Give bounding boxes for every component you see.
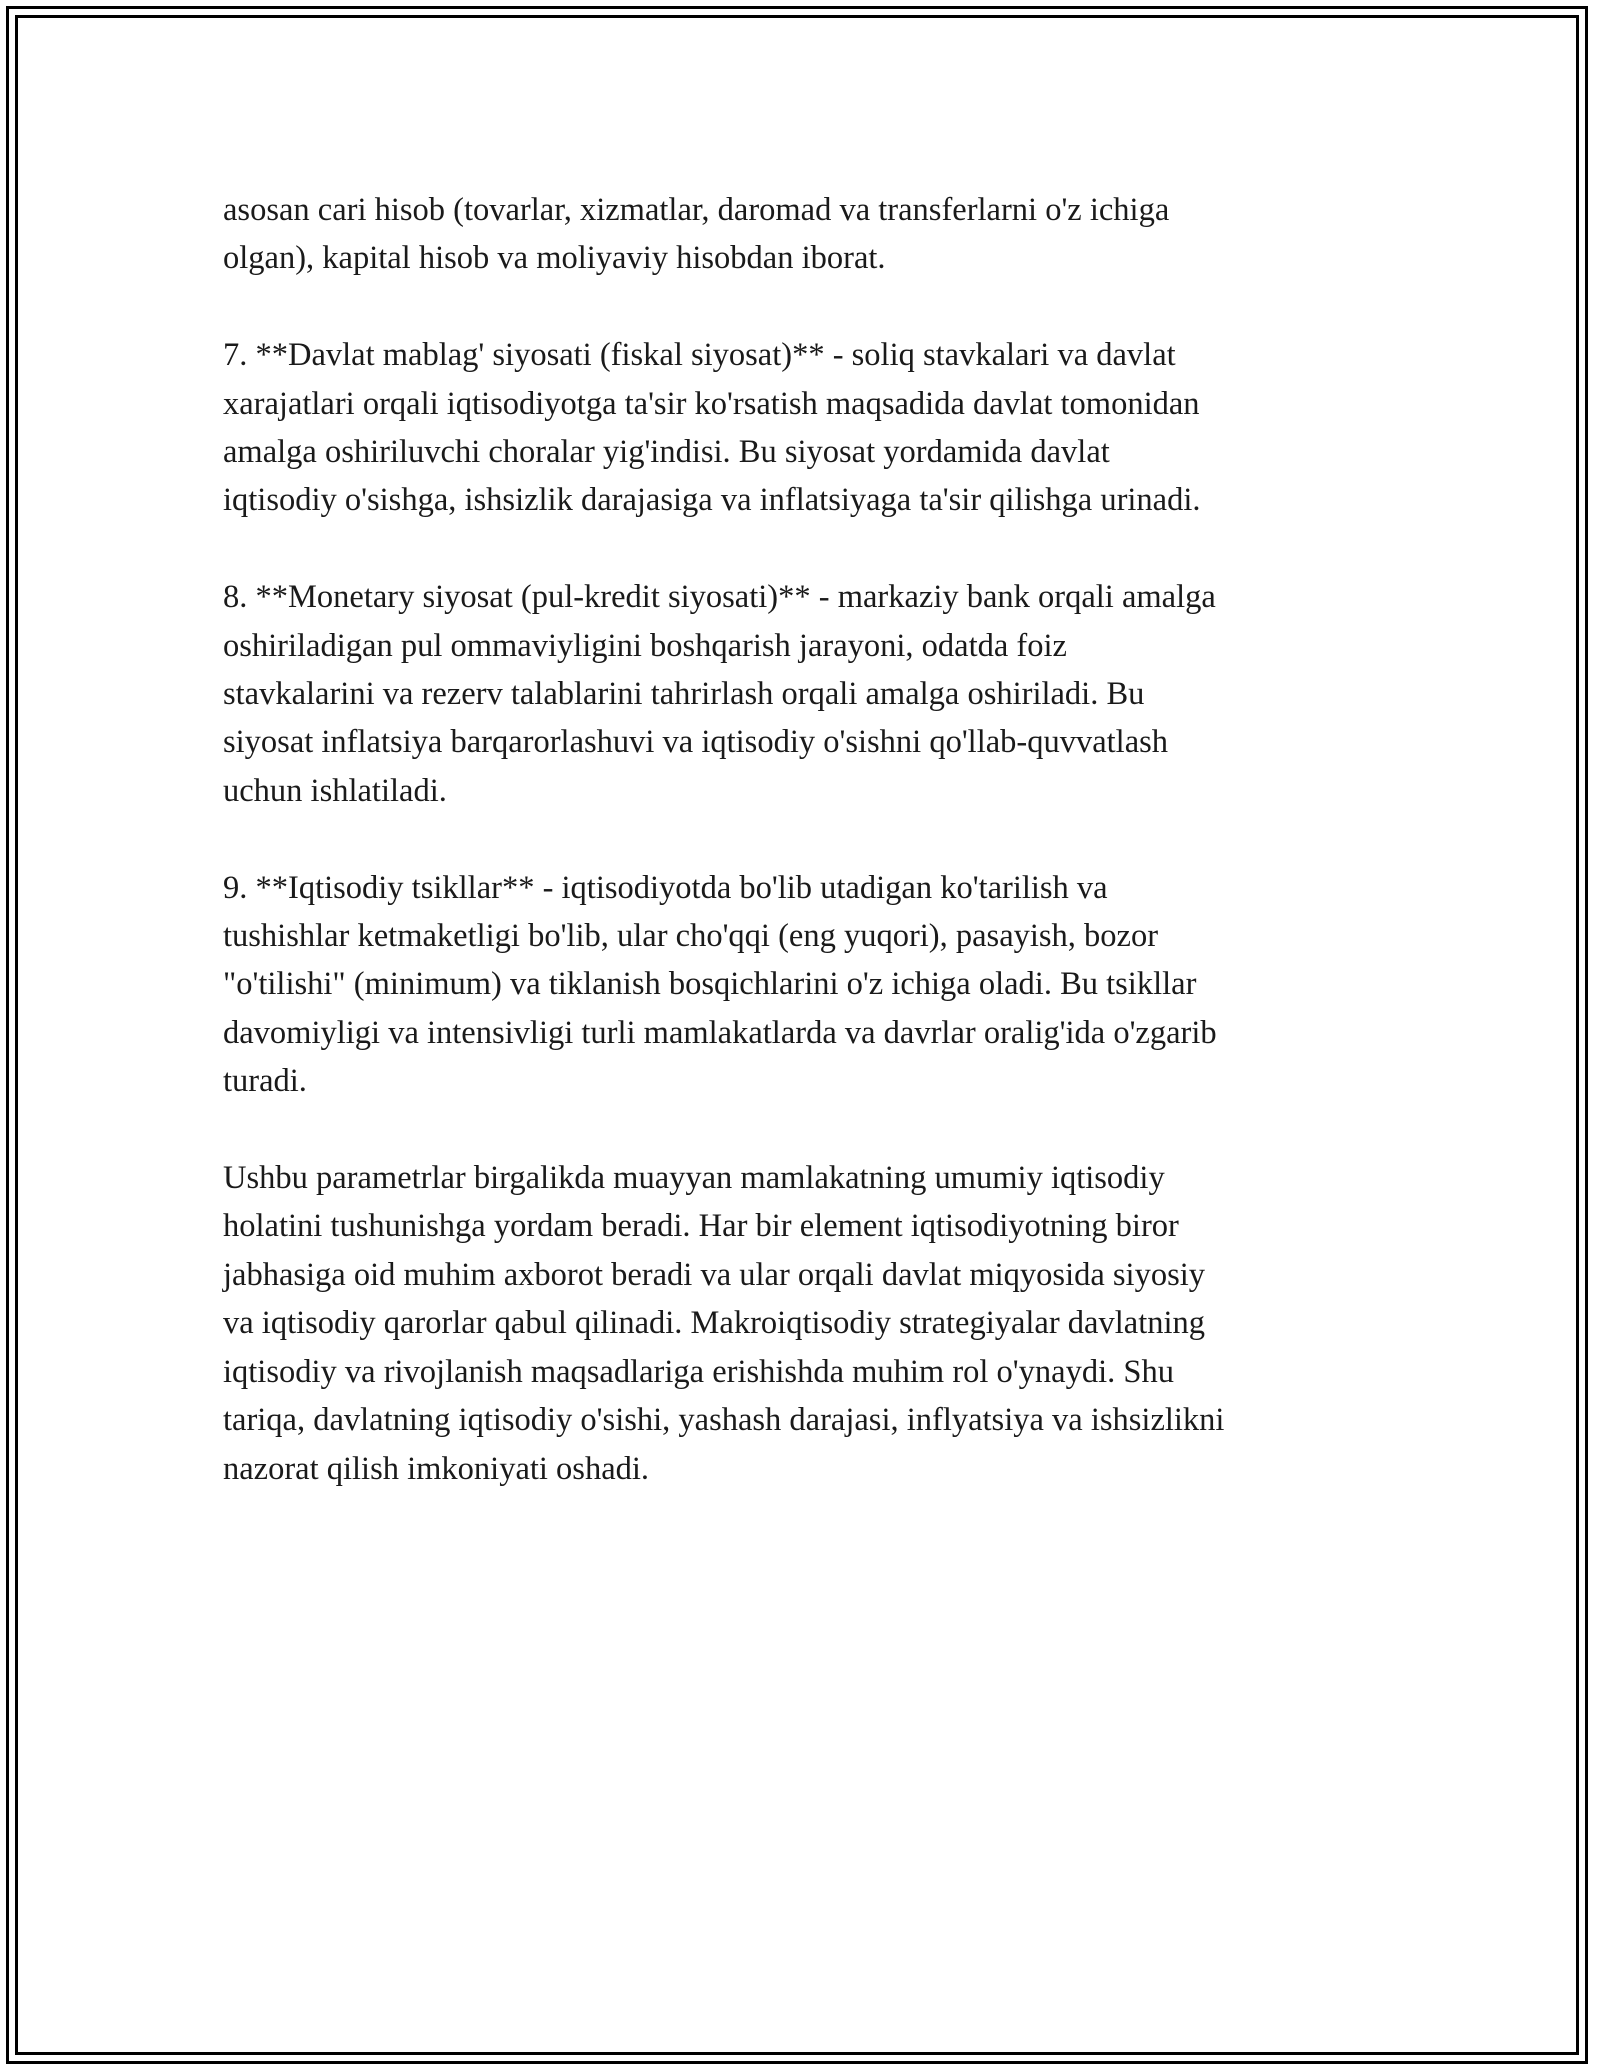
text-line: iqtisodiy o'sishga, ishsizlik darajasiga va inflatsiyaga ta'sir qilishga urinadi.	[223, 482, 1201, 519]
text-line: amalga oshiriluvchi choralar yig'indisi. Bu siyosat yordamida davlat	[223, 434, 1110, 471]
text-line: "o'tilishi" (minimum) va tiklanish bosqichlarini o'z ichiga oladi. Bu tsikllar	[223, 966, 1197, 1003]
text-line: xarajatlari orqali iqtisodiyotga ta'sir ko'rsatish maqsadida davlat tomonidan	[223, 385, 1200, 422]
text-line: uchun ishlatiladi.	[223, 772, 447, 809]
text-line: tushishlar ketmaketligi bo'lib, ular cho'qqi (eng yuqori), pasayish, bozor	[223, 918, 1159, 955]
text-line: davomiyligi va intensivligi turli mamlakatlarda va davrlar oralig'ida o'zgarib	[223, 1014, 1217, 1051]
text-line: 7. **Davlat mablag' siyosati (fiskal siyosat)** - soliq stavkalari va davlat	[223, 337, 1176, 374]
text-line: turadi.	[223, 1063, 307, 1100]
text-line: 8. **Monetary siyosat (pul-kredit siyosati)** - markaziy bank orqali amalga	[223, 579, 1216, 616]
text-line: 9. **Iqtisodiy tsikllar** - iqtisodiyotda bo'lib utadigan ko'tarilish va	[223, 869, 1108, 906]
text-line: nazorat qilish imkoniyati oshadi.	[223, 1450, 650, 1487]
paragraph-monetary-policy	[223, 573, 1373, 815]
text-line: tariqa, davlatning iqtisodiy o'sishi, yashash darajasi, inflyatsiya va ishsizlikni	[223, 1402, 1225, 1439]
text-line: Ushbu parametrlar birgalikda muayyan mamlakatning umumiy iqtisodiy	[223, 1160, 1165, 1197]
text-line: oshiriladigan pul ommaviyligini boshqarish jarayoni, odatda foiz	[223, 627, 1067, 664]
text-line: olgan), kapital hisob va moliyaviy hisobdan iborat.	[223, 240, 886, 277]
paragraph-conclusion	[223, 1154, 1373, 1493]
paragraph-fiscal-policy	[223, 331, 1373, 525]
document-body	[223, 186, 1373, 1493]
text-line: stavkalarini va rezerv talablarini tahrirlash orqali amalga oshiriladi. Bu	[223, 676, 1145, 713]
paragraph-economic-cycles	[223, 864, 1373, 1106]
paragraph-balance-of-payments-continuation	[223, 186, 1373, 283]
text-line: asosan cari hisob (tovarlar, xizmatlar, daromad va transferlarni o'z ichiga	[223, 192, 1170, 228]
text-line: holatini tushunishga yordam beradi. Har bir element iqtisodiyotning biror	[223, 1208, 1179, 1245]
text-line: va iqtisodiy qarorlar qabul qilinadi. Makroiqtisodiy strategiyalar davlatning	[223, 1305, 1205, 1342]
text-line: siyosat inflatsiya barqarorlashuvi va iqtisodiy o'sishni qo'llab-quvvatlash	[223, 724, 1169, 761]
text-line: jabhasiga oid muhim axborot beradi va ular orqali davlat miqyosida siyosiy	[223, 1256, 1206, 1293]
text-line: iqtisodiy va rivojlanish maqsadlariga erishishda muhim rol o'ynaydi. Shu	[223, 1353, 1174, 1390]
